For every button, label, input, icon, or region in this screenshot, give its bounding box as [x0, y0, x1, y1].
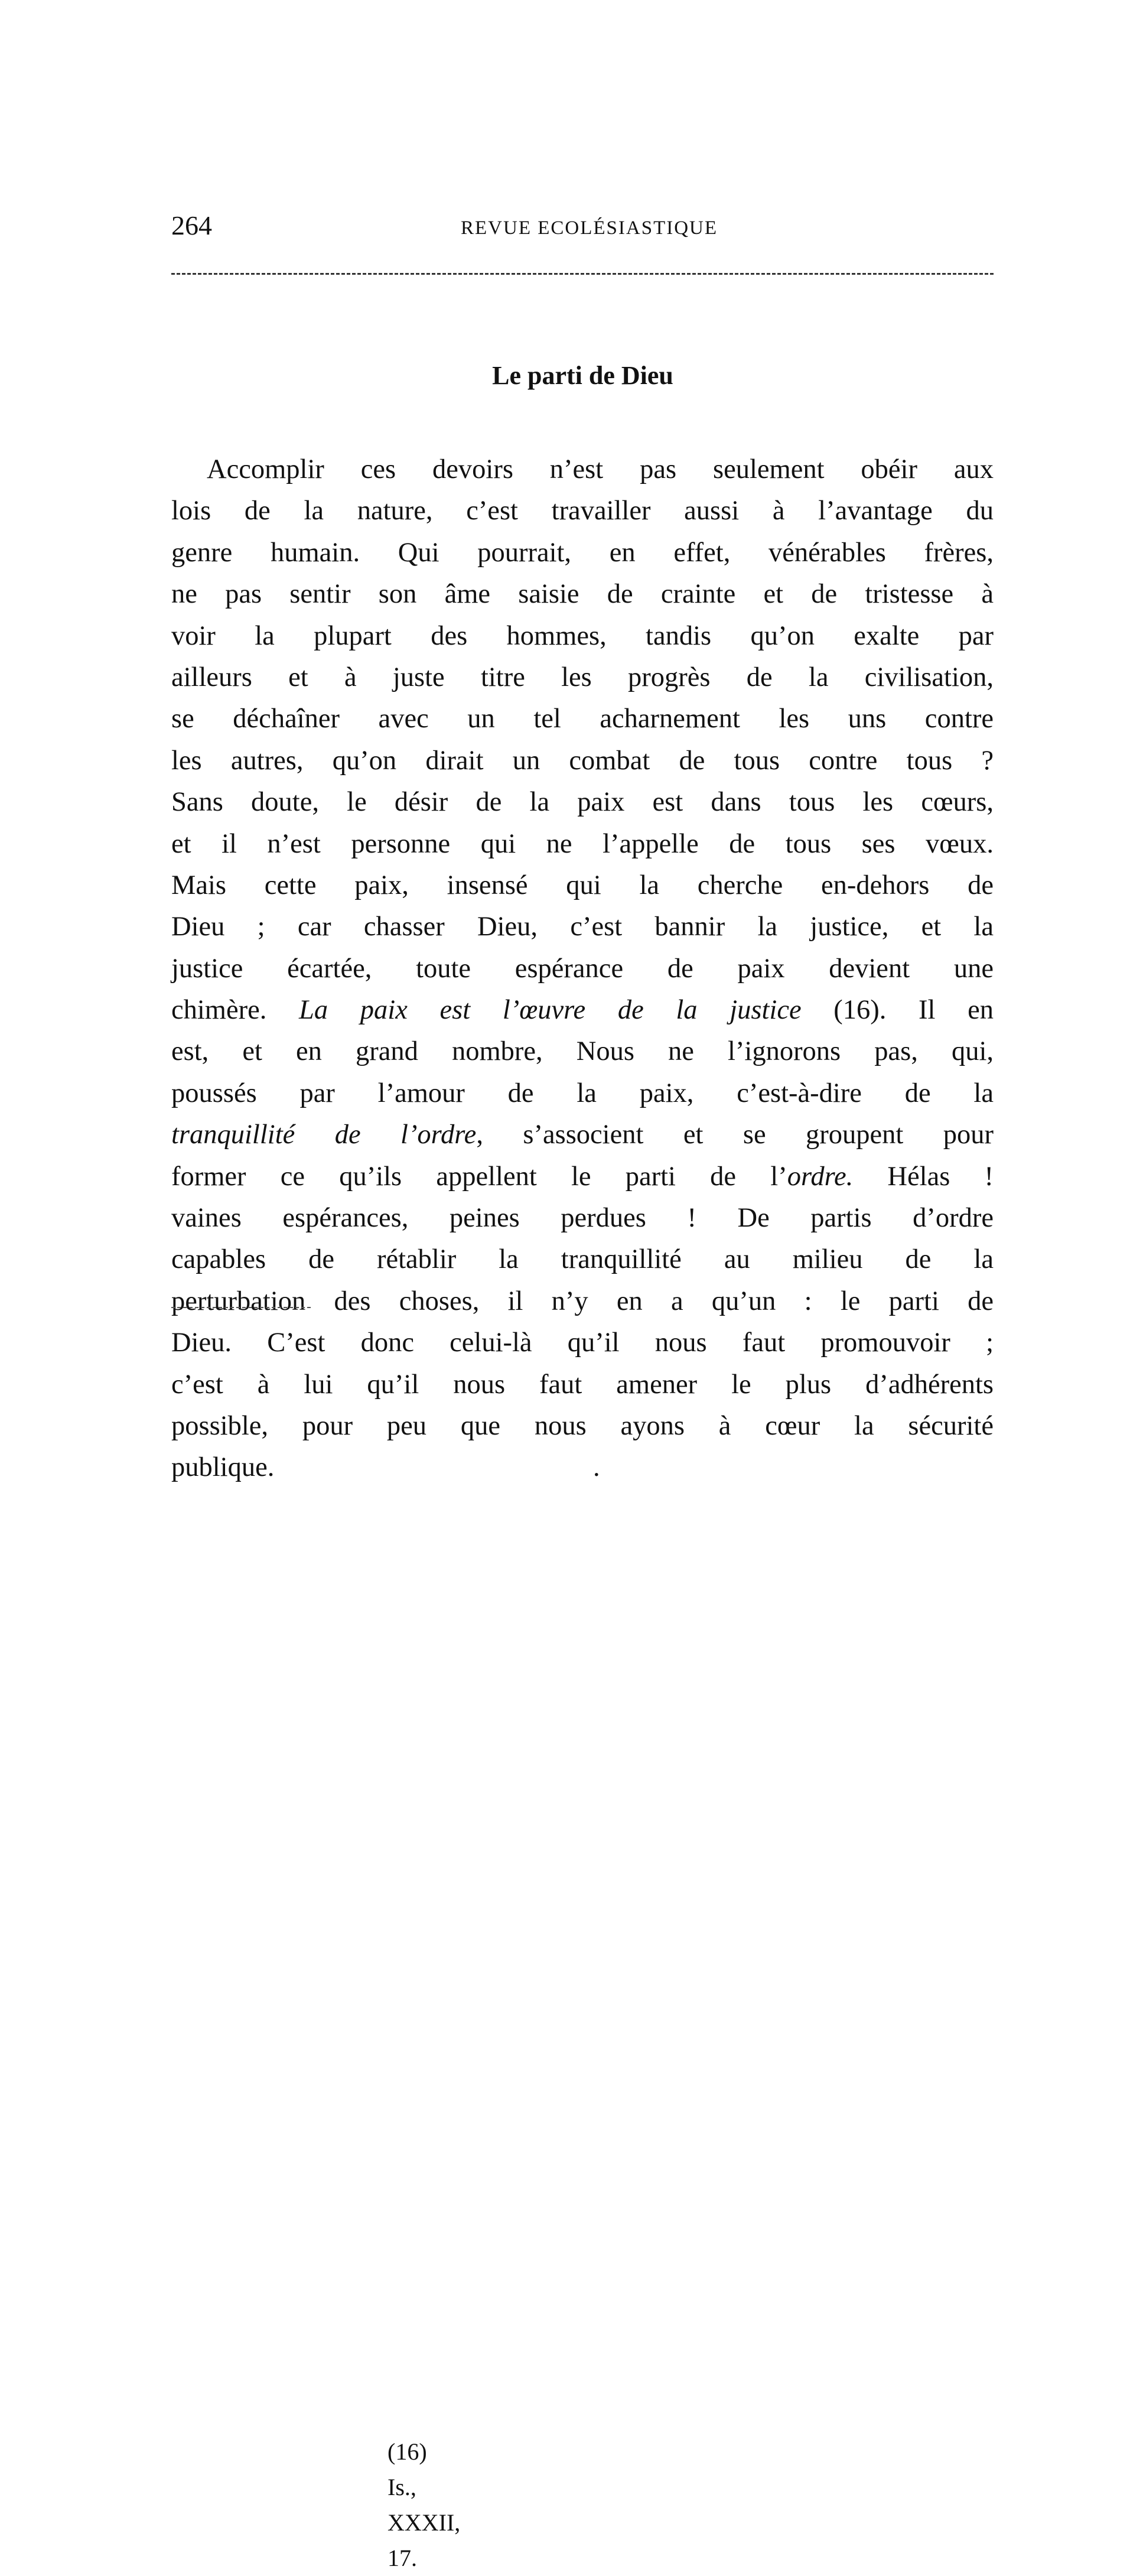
text-line: [171, 740, 994, 782]
text-line: [171, 449, 994, 490]
text-segment: , s’associent et se groupent pour: [476, 1120, 994, 1150]
italic-text: tranquillité de l’ordre: [171, 1120, 477, 1150]
text-segment: justice écartée, toute espérance de paix devient une: [171, 953, 994, 984]
text-line: [171, 824, 994, 865]
text-segment: genre humain. Qui pourrait, en effet, vénérables frères,: [171, 537, 994, 568]
text-segment: Accomplir ces devoirs n’est pas seulement obéir aux: [207, 454, 994, 484]
text-line: [171, 490, 994, 532]
text-line: [171, 1239, 994, 1280]
text-segment: former ce qu’ils appellent le parti de l’: [171, 1161, 787, 1192]
text-line: [171, 782, 994, 823]
header-rule: [171, 273, 994, 275]
text-segment: se déchaîner avec un tel acharnement les uns contre: [171, 704, 994, 734]
text-segment: capables de rétablir la tranquillité au milieu de la: [171, 1244, 994, 1275]
text-line: [171, 698, 994, 740]
text-segment: ailleurs et à juste titre les progrès de la civilisation,: [171, 662, 994, 692]
text-segment: voir la plupart des hommes, tandis qu’on exalte par: [171, 620, 994, 651]
text-line: [171, 574, 994, 615]
text-line: [171, 990, 994, 1031]
text-line: [171, 532, 994, 574]
text-segment: les autres, qu’on dirait un combat de tous contre tous ?: [171, 745, 994, 776]
footnote: (16) Is., XXXII, 17.: [387, 2438, 461, 2571]
text-line: [171, 1031, 994, 1072]
text-line: [171, 1198, 994, 1239]
text-segment: perturbation des choses, il n’y en a qu’un : le parti de: [171, 1286, 994, 1316]
footnote-rule: [171, 1307, 311, 1308]
text-line: [171, 1406, 994, 1447]
section-title: Le parti de Dieu: [492, 361, 673, 390]
body-paragraph: [171, 449, 994, 1489]
text-segment: publique.: [171, 1452, 275, 1483]
running-head: [171, 208, 992, 243]
text-line: [171, 1447, 994, 1488]
journal-title: REVUE ECOLÉSIASTIQUE: [461, 217, 718, 239]
text-segment: c’est à lui qu’il nous faut amener le plus d’adhérents: [171, 1369, 994, 1400]
text-line: [171, 1073, 994, 1114]
italic-text: ordre.: [787, 1161, 854, 1192]
italic-text: La paix est l’œuvre de la justice: [299, 995, 802, 1026]
text-line: [171, 865, 994, 906]
text-line: [171, 657, 994, 698]
text-segment: Sans doute, le désir de la paix est dans tous les cœurs,: [171, 787, 994, 818]
text-segment: lois de la nature, c’est travailler aussi à l’avantage du: [171, 496, 994, 526]
text-segment: Dieu ; car chasser Dieu, c’est bannir la justice, et la: [171, 912, 994, 942]
text-line: [171, 1322, 994, 1364]
text-segment: ne pas sentir son âme saisie de crainte et de tristesse à: [171, 579, 994, 610]
text-line: [171, 1364, 994, 1406]
text-segment: (16). Il en: [801, 995, 994, 1026]
stray-mark: .: [593, 1452, 600, 1483]
text-segment: Dieu. C’est donc celui-là qu’il nous faut promouvoir ;: [171, 1328, 994, 1358]
text-segment: poussés par l’amour de la paix, c’est-à-dire de la: [171, 1078, 994, 1108]
page-number: 264: [171, 210, 212, 240]
text-segment: est, et en grand nombre, Nous ne l’ignorons pas, qui,: [171, 1036, 994, 1067]
text-line: [171, 1281, 994, 1322]
text-segment: et il n’est personne qui ne l’appelle de tous ses vœux.: [171, 828, 994, 859]
text-segment: Mais cette paix, insensé qui la cherche en-dehors de: [171, 870, 994, 900]
text-line: [171, 948, 994, 990]
text-line: [171, 906, 994, 948]
text-segment: Hélas !: [853, 1161, 994, 1192]
text-segment: vaines espérances, peines perdues ! De partis d’ordre: [171, 1203, 994, 1234]
text-segment: chimère.: [171, 995, 299, 1026]
text-segment: possible, pour peu que nous ayons à cœur la sécurité: [171, 1410, 994, 1441]
text-line: [171, 616, 994, 657]
text-line: [171, 1114, 994, 1156]
text-line: [171, 1156, 994, 1198]
